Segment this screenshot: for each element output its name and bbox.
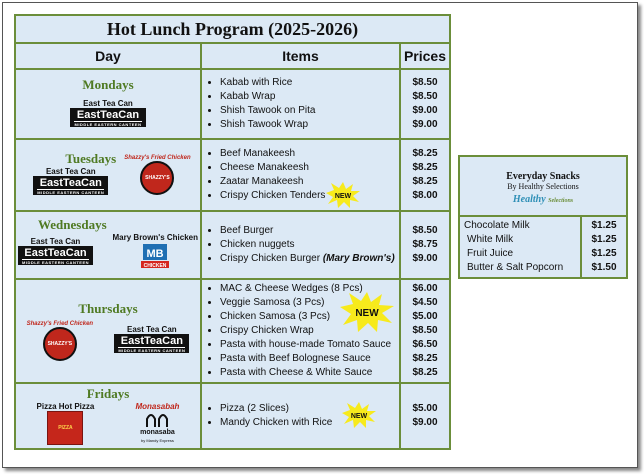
pizza-hot-pizza-logo: PIZZA — [47, 411, 83, 445]
table-title: Hot Lunch Program (2025-2026) — [15, 15, 450, 43]
price: $9.00 — [412, 417, 438, 428]
brand-label: East Tea Can — [45, 167, 96, 176]
snack-item: Fruit Juice — [467, 248, 514, 259]
arch-icon — [145, 411, 169, 427]
snack-price: $1.25 — [591, 220, 617, 231]
snacks-title: Everyday Snacks — [506, 171, 580, 182]
price: $5.00 — [412, 403, 438, 414]
day-name-tuesdays: Tuesdays — [65, 151, 117, 166]
east-tea-can-logo — [114, 334, 189, 353]
menu-item: • MAC & Cheese Wedges (8 Pcs) — [220, 282, 399, 296]
new-burst-icon — [340, 292, 394, 332]
new-text: NEW — [350, 413, 368, 420]
price: $8.25 — [412, 353, 438, 364]
price: $8.50 — [412, 325, 438, 336]
price: $5.00 — [412, 311, 438, 322]
new-burst-icon — [326, 182, 360, 208]
logo-text: EastTeaCan — [120, 335, 183, 347]
snacks-prices-cell — [581, 216, 627, 278]
logo-subtext: MIDDLE EASTERN CANTEEN — [118, 348, 186, 353]
menu-item: • Cheese Manakeesh — [220, 161, 399, 175]
shazzy-arc-text: Shazzy's Fried Chicken — [124, 155, 191, 161]
east-tea-can-logo — [18, 246, 93, 265]
monasaba-logo — [140, 411, 175, 445]
header-prices: Prices — [400, 43, 450, 69]
menu-item: • Veggie Samosa (3 Pcs) — [220, 296, 399, 310]
row-mondays — [15, 69, 450, 139]
header-items: Items — [201, 43, 400, 69]
day-cell-mondays — [15, 69, 201, 139]
east-tea-can-logo — [33, 176, 108, 195]
items-cell-mondays — [201, 69, 400, 139]
price: $8.25 — [412, 367, 438, 378]
price: $8.25 — [412, 148, 438, 159]
logo-text: EastTeaCan — [24, 247, 87, 259]
snack-price: $1.25 — [591, 248, 617, 259]
menu-item: • Pizza (2 Slices) — [220, 402, 399, 416]
day-cell-thursdays — [15, 279, 201, 383]
day-name-thursdays: Thursdays — [78, 301, 138, 316]
brand-label: Pizza Hot Pizza — [36, 401, 95, 411]
shazzy-arc-text: Shazzy's Fried Chicken — [26, 321, 94, 327]
snack-item: White Milk — [467, 234, 514, 245]
prices-cell-tuesdays — [400, 139, 450, 211]
snack-price: $1.25 — [591, 234, 617, 245]
price: $4.50 — [412, 297, 438, 308]
brand-label: Mary Brown's Chicken — [112, 233, 198, 242]
price: $8.00 — [412, 190, 438, 201]
menu-item: • Mandy Chicken with Rice — [220, 416, 399, 430]
logo-subtext: MIDDLE EASTERN CANTEEN — [74, 122, 142, 127]
items-cell-fridays — [201, 383, 400, 449]
day-cell-fridays — [15, 383, 201, 449]
logo-text: EastTeaCan — [76, 109, 140, 121]
price: $8.75 — [412, 239, 438, 250]
new-badge — [326, 182, 360, 208]
menu-item: • Shish Tawook Wrap — [220, 118, 399, 132]
price: $6.00 — [412, 283, 438, 294]
price: $8.25 — [412, 162, 438, 173]
logo-sub: Selections — [548, 198, 574, 204]
menu-item — [220, 252, 399, 266]
menu-item: • Kabab with Rice — [220, 76, 399, 90]
new-badge — [342, 402, 376, 428]
prices-cell-wednesdays — [400, 211, 450, 279]
menu-item: • Zaatar Manakeesh — [220, 175, 399, 189]
item-note: (Mary Brown's) — [322, 253, 395, 264]
price: $8.50 — [412, 91, 438, 102]
prices-cell-thursdays — [400, 279, 450, 383]
day-cell-tuesdays — [15, 139, 201, 211]
menu-item: • Kabab Wrap — [220, 90, 399, 104]
brand-label: East Tea Can — [127, 325, 177, 334]
menu-item: • Pasta with house-made Tomato Sauce — [220, 338, 399, 352]
price: $9.00 — [412, 253, 438, 264]
menu-item: • Beef Manakeesh — [220, 147, 399, 161]
snacks-subtitle: By Healthy Selections — [507, 182, 579, 191]
menu-item: • Chicken nuggets — [220, 238, 399, 252]
row-wednesdays — [15, 211, 450, 279]
snack-item: Chocolate Milk — [464, 220, 530, 231]
snacks-header — [459, 156, 627, 216]
new-burst-icon — [342, 402, 376, 428]
menu-item: • Crispy Chicken Tenders — [220, 189, 399, 203]
monasaba-word: monasaba — [140, 428, 175, 436]
new-text: NEW — [355, 308, 379, 319]
healthy-selections-logo — [460, 194, 626, 205]
price: $9.00 — [412, 119, 438, 130]
brand-label: Monasabah — [135, 401, 180, 411]
day-cell-wednesdays — [15, 211, 201, 279]
prices-cell-mondays — [400, 69, 450, 139]
item-text: Crispy Chicken Burger — [220, 253, 321, 264]
row-fridays — [15, 383, 450, 449]
snack-item: Butter & Salt Popcorn — [467, 262, 564, 273]
logo-word: Healthy — [512, 194, 546, 205]
price: $8.50 — [412, 225, 438, 236]
brand-label: East Tea Can — [83, 99, 133, 108]
items-cell-thursdays — [201, 279, 400, 383]
new-text: NEW — [334, 193, 352, 200]
menu-item: • Pasta with Beef Bolognese Sauce — [220, 352, 399, 366]
menu-item: • Chicken Samosa (3 Pcs) — [220, 310, 399, 324]
mb-mark: MB — [146, 248, 164, 260]
items-cell-tuesdays — [201, 139, 400, 211]
header-day: Day — [15, 43, 201, 69]
shazzys-logo: SHAZZY'S — [140, 161, 174, 195]
shazzys-logo: SHAZZY'S — [43, 327, 77, 361]
day-name-fridays: Fridays — [86, 385, 130, 401]
logo-text: EastTeaCan — [39, 177, 102, 189]
snack-price: $1.50 — [591, 262, 617, 273]
everyday-snacks-table — [458, 155, 628, 279]
logo-subtext: MIDDLE EASTERN CANTEEN — [22, 260, 90, 265]
brand-label: East Tea Can — [30, 237, 81, 246]
price: $8.25 — [412, 176, 438, 187]
monasaba-sub: by Mandy Express — [140, 437, 174, 443]
prices-cell-fridays — [400, 383, 450, 449]
day-name-wednesdays: Wednesdays — [38, 217, 107, 232]
logo-subtext: MIDDLE EASTERN CANTEEN — [37, 190, 105, 195]
mary-browns-logo — [141, 242, 169, 268]
mb-word: CHICKEN — [143, 263, 167, 268]
snacks-items-cell — [459, 216, 581, 278]
east-tea-can-logo — [70, 108, 145, 127]
menu-item: • Beef Burger — [220, 224, 399, 238]
menu-item: • Crispy Chicken Wrap — [220, 324, 399, 338]
hot-lunch-table — [14, 14, 451, 450]
price: $6.50 — [412, 339, 438, 350]
menu-item: • Pasta with Cheese & White Sauce — [220, 366, 399, 380]
day-name-mondays: Mondays — [82, 77, 134, 92]
items-cell-wednesdays — [201, 211, 400, 279]
new-badge — [340, 292, 394, 332]
row-tuesdays — [15, 139, 450, 211]
row-thursdays — [15, 279, 450, 383]
price: $8.50 — [412, 77, 438, 88]
menu-item: • Shish Tawook on Pita — [220, 104, 399, 118]
price: $9.00 — [412, 105, 438, 116]
